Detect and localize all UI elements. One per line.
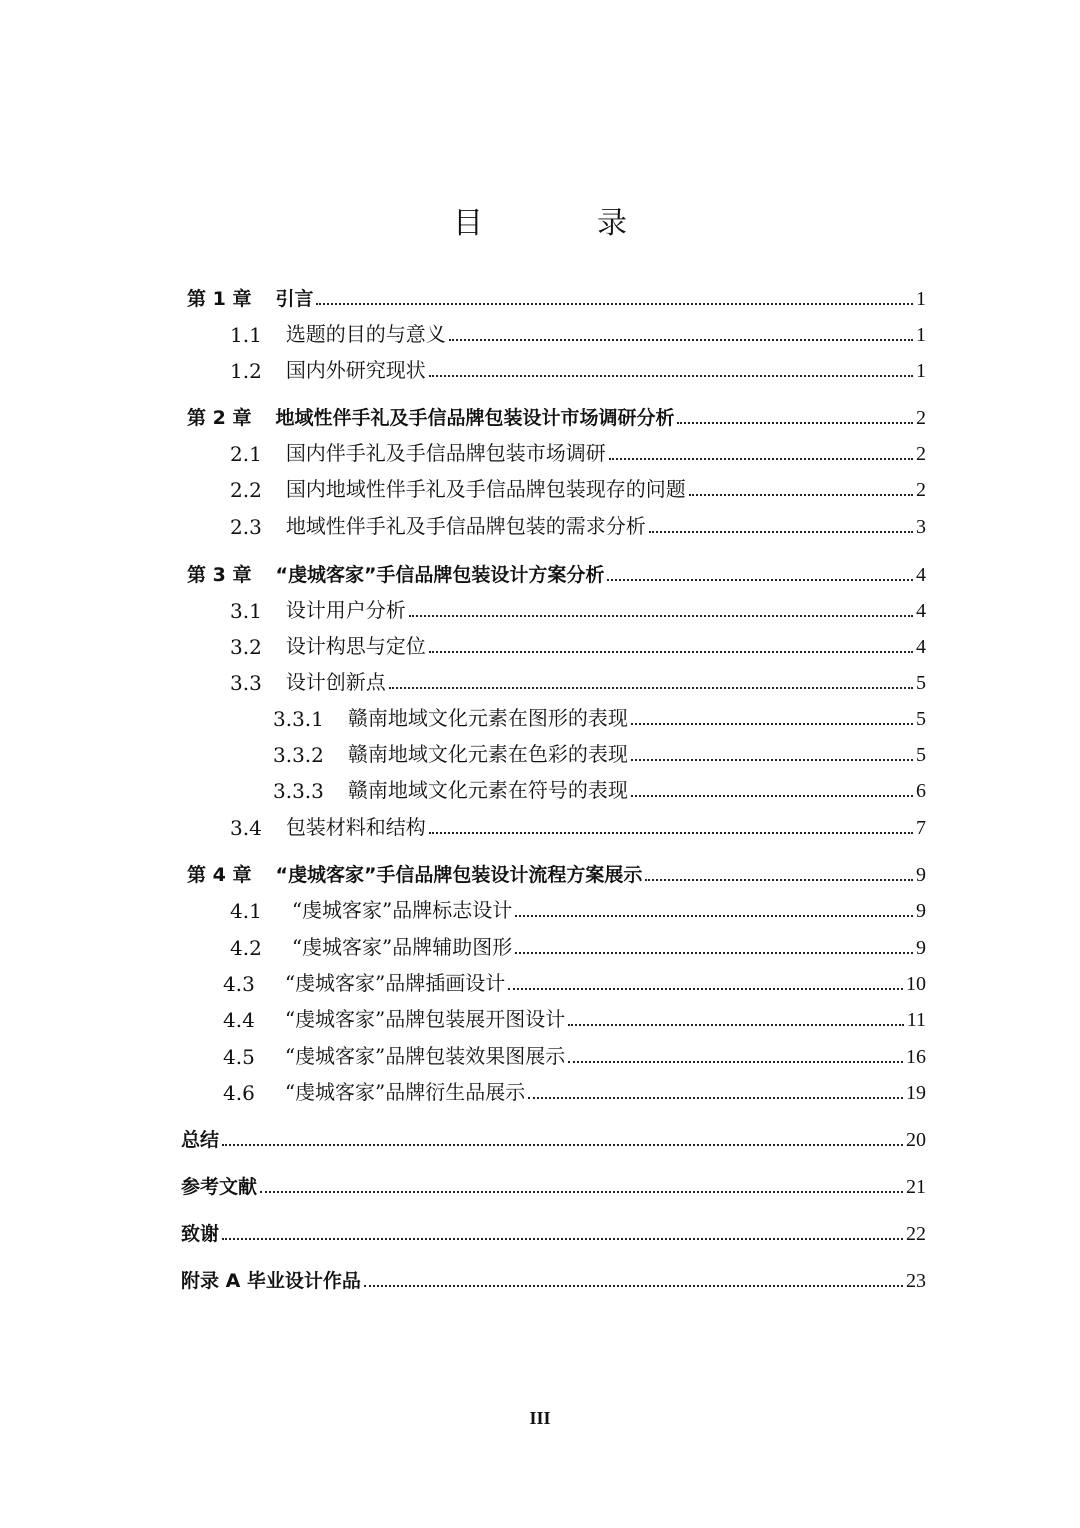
- toc-entry-title: 设计创新点: [285, 670, 386, 694]
- toc-entry[interactable]: [223, 1002, 926, 1032]
- toc-entry[interactable]: [187, 281, 926, 311]
- toc-entry[interactable]: [230, 593, 926, 623]
- toc-entry-page-number: 7: [916, 817, 926, 839]
- toc-entry-page-number: 21: [906, 1176, 926, 1198]
- toc-entry-page-number: 3: [916, 516, 926, 538]
- toc-entry-page-number: 9: [916, 864, 926, 886]
- toc-entry-title: 附录 A 毕业设计作品: [181, 1270, 361, 1292]
- toc-entry-page-number: 19: [906, 1082, 926, 1104]
- toc-entry[interactable]: [273, 737, 926, 767]
- toc-entry[interactable]: [230, 509, 926, 539]
- toc-entry-page-number: 20: [906, 1129, 926, 1151]
- toc-entry-label: 2.3: [230, 515, 262, 539]
- toc-entry-label: 2.2: [230, 478, 262, 502]
- toc-entry-title: “虔城客家”品牌包装效果图展示: [284, 1044, 566, 1068]
- toc-entry-label: 第 1 章: [187, 288, 252, 310]
- toc-entry-title: “虔城客家”手信品牌包装设计方案分析: [275, 564, 605, 586]
- toc-entry[interactable]: [223, 966, 926, 996]
- toc-dot-leader: [689, 494, 913, 496]
- toc-entry[interactable]: [230, 893, 926, 923]
- toc-dot-leader: [609, 458, 913, 460]
- toc-entry-page-number: 1: [916, 288, 926, 310]
- toc-entry[interactable]: [181, 1216, 926, 1246]
- toc-dot-leader: [677, 422, 913, 424]
- toc-entry-title: “虔城客家”品牌包装展开图设计: [284, 1007, 566, 1031]
- toc-entry-page-number: 4: [916, 600, 926, 622]
- toc-entry-label: 2.1: [230, 442, 262, 466]
- toc-dot-leader: [645, 879, 913, 881]
- toc-entry-page-number: 6: [916, 780, 926, 802]
- toc-entry-title: 赣南地域文化元素在色彩的表现: [347, 742, 628, 766]
- toc-dot-leader: [515, 915, 913, 917]
- toc-entry[interactable]: [273, 701, 926, 731]
- toc-entry[interactable]: [187, 400, 926, 430]
- toc-entry-page-number: 16: [906, 1046, 926, 1068]
- toc-dot-leader: [631, 723, 913, 725]
- toc-entry-title: 国内伴手礼及手信品牌包装市场调研: [285, 441, 606, 465]
- toc-entry[interactable]: [181, 1169, 926, 1199]
- page-number-footer: III: [529, 1408, 551, 1428]
- toc-dot-leader: [429, 375, 913, 377]
- page-title: 目 录: [453, 206, 669, 241]
- toc-entry-title: 国内地域性伴手礼及手信品牌包装现存的问题: [285, 477, 686, 501]
- toc-entry-page-number: 5: [916, 744, 926, 766]
- toc-entry[interactable]: [273, 773, 926, 803]
- toc-entry-label: 1.2: [230, 359, 262, 383]
- toc-entry-title: “虔城客家”品牌衍生品展示: [284, 1080, 526, 1104]
- toc-entry-title: 总结: [181, 1129, 220, 1151]
- toc-entry-label: 4.2: [230, 936, 262, 960]
- toc-entry[interactable]: [223, 1075, 926, 1105]
- toc-entry-label: 3.2: [230, 635, 262, 659]
- toc-entry-title: 地域性伴手礼及手信品牌包装的需求分析: [285, 514, 646, 538]
- toc-entry-page-number: 1: [916, 324, 926, 346]
- toc-dot-leader: [528, 1097, 903, 1099]
- toc-entry[interactable]: [223, 1039, 926, 1069]
- toc-entry-label: 4.3: [223, 972, 255, 996]
- toc-entry-page-number: 1: [916, 360, 926, 382]
- toc-dot-leader: [222, 1144, 903, 1146]
- toc-dot-leader: [409, 615, 913, 617]
- toc-dot-leader: [568, 1024, 903, 1026]
- toc-entry-page-number: 10: [906, 973, 926, 995]
- toc-entry-label: 第 4 章: [187, 864, 252, 886]
- toc-entry-title: “虔城客家”品牌插画设计: [284, 971, 506, 995]
- toc-entry-title: 引言: [275, 288, 314, 310]
- toc-entry-page-number: 11: [906, 1009, 926, 1031]
- toc-entry[interactable]: [181, 1263, 926, 1293]
- toc-entry-title: “虔城客家”手信品牌包装设计流程方案展示: [275, 864, 643, 886]
- toc-entry-label: 4.4: [223, 1008, 255, 1032]
- toc-dot-leader: [260, 1191, 903, 1193]
- toc-entry[interactable]: [187, 857, 926, 887]
- toc-dot-leader: [429, 832, 913, 834]
- toc-entry-title: 设计构思与定位: [285, 634, 426, 658]
- toc-entry-label: 4.1: [230, 899, 262, 923]
- toc-entry-page-number: 23: [906, 1270, 926, 1292]
- toc-entry-title: 地域性伴手礼及手信品牌包装设计市场调研分析: [275, 407, 675, 429]
- toc-entry[interactable]: [187, 557, 926, 587]
- toc-entry[interactable]: [230, 665, 926, 695]
- toc-entry-title: 选题的目的与意义: [285, 322, 446, 346]
- toc-entry-label: 第 3 章: [187, 564, 252, 586]
- toc-entry-page-number: 5: [916, 672, 926, 694]
- toc-entry-page-number: 2: [916, 443, 926, 465]
- toc-dot-leader: [568, 1061, 903, 1063]
- toc-dot-leader: [389, 687, 913, 689]
- toc-entry-page-number: 5: [916, 708, 926, 730]
- toc-entry[interactable]: [230, 317, 926, 347]
- toc-dot-leader: [449, 339, 913, 341]
- toc-entry-title: “虔城客家”品牌辅助图形: [291, 935, 513, 959]
- toc-dot-leader: [631, 795, 913, 797]
- toc-dot-leader: [508, 988, 903, 990]
- toc-entry[interactable]: [230, 436, 926, 466]
- toc-dot-leader: [607, 579, 913, 581]
- toc-entry-label: 3.3.2: [273, 743, 324, 767]
- toc-dot-leader: [222, 1238, 903, 1240]
- toc-dot-leader: [316, 303, 913, 305]
- toc-entry-label: 4.6: [223, 1081, 255, 1105]
- toc-entry-label: 3.3.3: [273, 779, 324, 803]
- toc-entry[interactable]: [230, 353, 926, 383]
- toc-entry-page-number: 2: [916, 479, 926, 501]
- toc-entry-label: 3.3: [230, 671, 262, 695]
- toc-entry-title: 参考文献: [181, 1176, 258, 1198]
- toc-entry-title: 赣南地域文化元素在符号的表现: [347, 778, 628, 802]
- toc-entry-page-number: 4: [916, 636, 926, 658]
- toc-entry[interactable]: [230, 930, 926, 960]
- toc-dot-leader: [631, 759, 913, 761]
- toc-entry-label: 3.4: [230, 816, 262, 840]
- toc-entry[interactable]: [230, 629, 926, 659]
- toc-entry-page-number: 2: [916, 407, 926, 429]
- toc-dot-leader: [649, 531, 913, 533]
- toc-dot-leader: [515, 952, 913, 954]
- toc-entry-label: 3.3.1: [273, 707, 324, 731]
- toc-entry[interactable]: [181, 1122, 926, 1152]
- toc-entry[interactable]: [230, 810, 926, 840]
- toc-entry-page-number: 9: [916, 937, 926, 959]
- toc-entry-title: 包装材料和结构: [285, 815, 426, 839]
- toc-entry-label: 3.1: [230, 599, 262, 623]
- toc-dot-leader: [364, 1285, 903, 1287]
- toc-entry-page-number: 4: [916, 564, 926, 586]
- toc-entry-label: 1.1: [230, 323, 262, 347]
- toc-entry-page-number: 22: [906, 1223, 926, 1245]
- toc-dot-leader: [429, 651, 913, 653]
- toc-entry-title: “虔城客家”品牌标志设计: [291, 898, 513, 922]
- toc-entry[interactable]: [230, 472, 926, 502]
- toc-entry-title: 致谢: [181, 1223, 220, 1245]
- toc-entry-title: 设计用户分析: [285, 598, 406, 622]
- toc-entry-title: 国内外研究现状: [285, 358, 426, 382]
- toc-entry-title: 赣南地域文化元素在图形的表现: [347, 706, 628, 730]
- toc-entry-page-number: 9: [916, 900, 926, 922]
- toc-entry-label: 4.5: [223, 1045, 255, 1069]
- toc-entry-label: 第 2 章: [187, 407, 252, 429]
